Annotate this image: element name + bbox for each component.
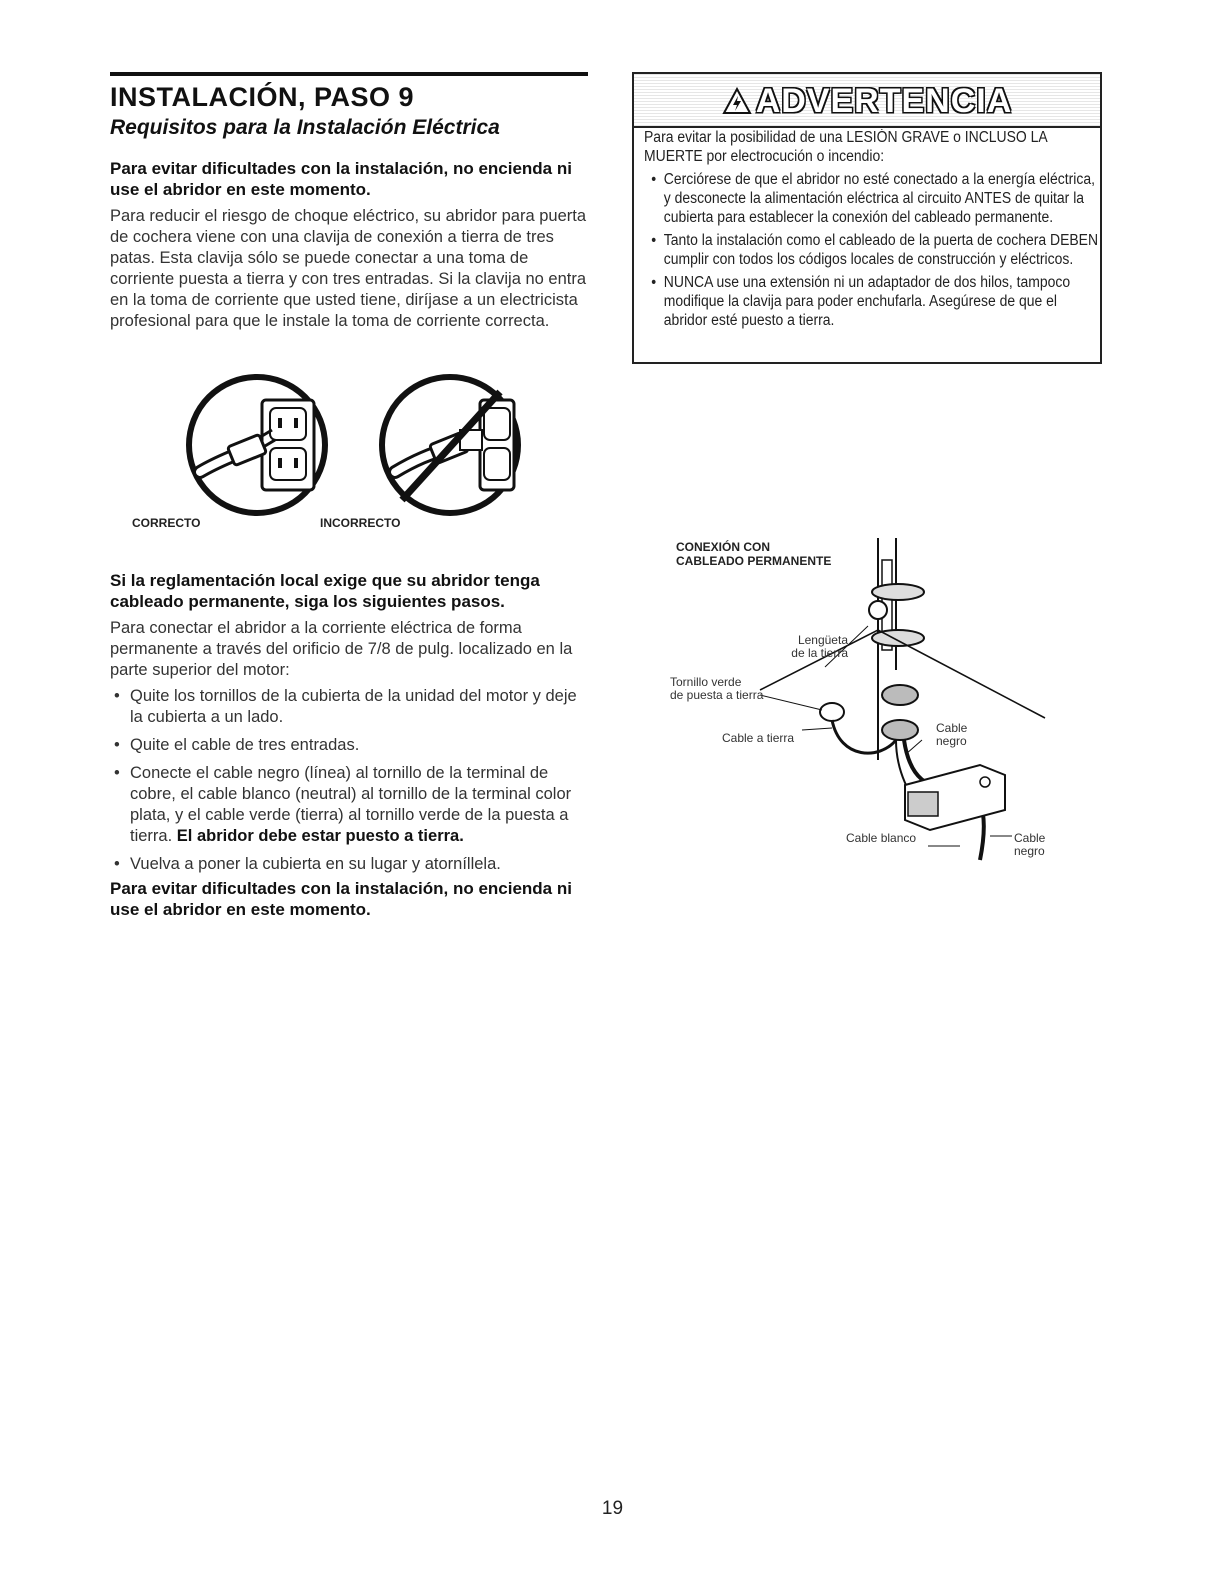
page-subtitle: Requisitos para la Instalación Eléctrica xyxy=(110,116,500,139)
page-title: INSTALACIÓN, PASO 9 xyxy=(110,82,415,112)
lengueta-label: Lengüeta de la tierra xyxy=(791,633,848,660)
local-code-heading: Si la reglamentación local exige que su abridor tenga cableado permanente, siga los siguientes pasos. xyxy=(110,571,540,611)
cable-tierra-label: Cable a tierra xyxy=(722,731,795,745)
correct-label: CORRECTO xyxy=(132,516,201,530)
warning-title: ADVERTENCIA xyxy=(634,82,1100,121)
cable-negro-bottom-label: Cable negro xyxy=(1014,831,1046,858)
warning-body xyxy=(644,128,1099,334)
list-item: • Vuelva a poner la cubierta en su lugar y atorníllela. xyxy=(110,854,590,875)
steps-list xyxy=(110,686,590,882)
warning-item: • Tanto la instalación como el cableado de la puerta de cochera DEBEN cumplir con todos los códigos locales de construcción y eléctricos. xyxy=(655,231,1099,269)
page-number: 19 xyxy=(601,1498,624,1519)
cable-blanco-label: Cable blanco xyxy=(846,831,917,845)
list-item: • Quite el cable de tres entradas. xyxy=(110,735,590,756)
intro-paragraph: Para reducir el riesgo de choque eléctrico, su abridor para puerta de cochera viene con una clavija de conexión a tierra de tres patas. Esta clavija sólo se puede conectar a una toma de corriente puesta a tierra y con tres entradas. Si la clavija no entra en la toma de corriente que usted tiene, diríjase a un electricista profesional para que le instale la toma de corriente correcta. xyxy=(110,207,587,330)
closing-warning-text: Para evitar dificultades con la instalación, no encienda ni use el abridor en este momento. xyxy=(110,879,572,919)
cable-negro-top-label: Cable negro xyxy=(936,721,968,748)
warning-box xyxy=(632,72,1102,364)
intro-warning-text: Para evitar dificultades con la instalación, no encienda ni use el abridor en este momento. xyxy=(110,159,572,199)
warning-intro: Para evitar la posibilidad de una LESIÓN GRAVE o INCLUSO LA MUERTE por electrocución o incendio: xyxy=(644,129,1047,165)
list-item: • Quite los tornillos de la cubierta de la unidad del motor y deje la cubierta a un lado. xyxy=(110,686,590,728)
incorrect-label: INCORRECTO xyxy=(320,516,401,530)
list-item: • Conecte el cable negro (línea) al tornillo de la terminal de cobre, el cable blanco (neutral) al tornillo de la terminal color plata, y el cable verde (tierra) al tornillo verde de la puesta a tierra. El abridor debe estar puesto a tierra. xyxy=(110,763,590,847)
title-rule xyxy=(110,72,588,76)
correct-plug-illustration xyxy=(189,377,325,513)
warning-header xyxy=(634,74,1100,128)
local-code-paragraph: Para conectar el abridor a la corriente eléctrica de forma permanente a través del orificio de 7/8 de pulg. localizado en la parte superior del motor: xyxy=(110,619,573,679)
plug-figure xyxy=(110,360,550,540)
tornillo-label: Tornillo verde de puesta a tierra xyxy=(670,675,764,702)
warning-item: • Cerciórese de que el abridor no esté conectado a la energía eléctrica, y desconecte la alimentación eléctrica al circuito ANTES de quitar la cubierta para establecer la conexión del cableado permanente. xyxy=(655,170,1099,227)
diagram-title: CONEXIÓN CON CABLEADO PERMANENTE xyxy=(676,540,832,568)
warning-item: • NUNCA use una extensión ni un adaptador de dos hilos, tampoco modifique la clavija para poder enchufarla. Asegúrese de que el abridor esté puesto a tierra. xyxy=(655,273,1099,330)
incorrect-plug-illustration xyxy=(382,377,518,513)
warning-triangle-icon xyxy=(722,87,752,115)
